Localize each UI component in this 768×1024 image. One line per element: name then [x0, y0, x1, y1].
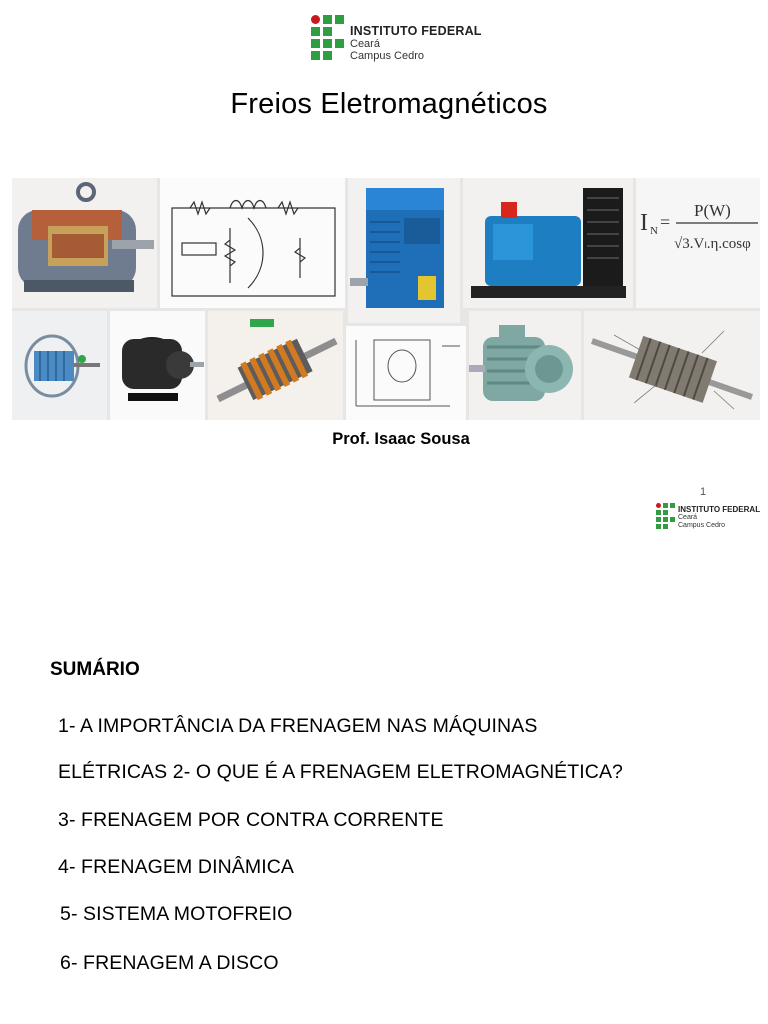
rotor-copper-windings-image: [208, 311, 343, 420]
teal-induction-motor-image: [469, 311, 581, 420]
stator-rotor-image: [12, 311, 107, 420]
logo-name: INSTITUTO FEDERAL: [350, 24, 482, 38]
logo-state: Ceará: [350, 38, 380, 50]
page-number: 1: [700, 486, 707, 498]
formula-numerator: P(W): [694, 201, 731, 220]
small-black-motor-image: [110, 311, 205, 420]
formula-lhs: I: [640, 210, 648, 236]
author-name: Prof. Isaac Sousa: [332, 430, 470, 448]
logo-name: INSTITUTO FEDERAL: [678, 505, 761, 514]
logo-state: Ceará: [678, 514, 698, 522]
page-title: Freios Eletromagnéticos: [230, 88, 548, 120]
summary-item: ELÉTRICAS 2- O QUE É A FRENAGEM ELETROMAGNÉTICA?: [58, 761, 624, 783]
formula-denominator: √3.Vₗ.η.cosφ: [674, 236, 751, 252]
summary-item: 6- FRENAGEM A DISCO: [60, 952, 279, 974]
summary-item: 4- FRENAGEM DINÂMICA: [58, 856, 295, 878]
summary-heading: SUMÁRIO: [50, 659, 140, 680]
circuit-diagram-image: [160, 178, 345, 308]
summary-item: 3- FRENAGEM POR CONTRA CORRENTE: [58, 809, 444, 831]
electric-machines-collage: [12, 178, 760, 420]
formula-lhs-sub: N: [650, 225, 658, 237]
summary-item: 5- SISTEMA MOTOFREIO: [60, 903, 293, 925]
institute-logo-small: [656, 503, 760, 531]
logo-mark-icon: [311, 15, 345, 63]
motor-dimension-drawing-image: [346, 326, 466, 420]
institute-logo: [311, 15, 482, 63]
summary-item: 1- A IMPORTÂNCIA DA FRENAGEM NAS MÁQUINAS: [58, 715, 538, 737]
logo-campus: Campus Cedro: [678, 521, 726, 529]
svg-text:=: =: [660, 212, 671, 232]
logo-mark-icon: [656, 503, 675, 531]
generator-set-image: [463, 178, 633, 308]
cutaway-motor-image: [12, 178, 157, 308]
logo-campus: Campus Cedro: [350, 50, 424, 63]
industrial-motor-image: [348, 178, 460, 323]
current-formula-image: [636, 178, 760, 308]
rotor-labeled-diagram-image: [584, 311, 760, 420]
